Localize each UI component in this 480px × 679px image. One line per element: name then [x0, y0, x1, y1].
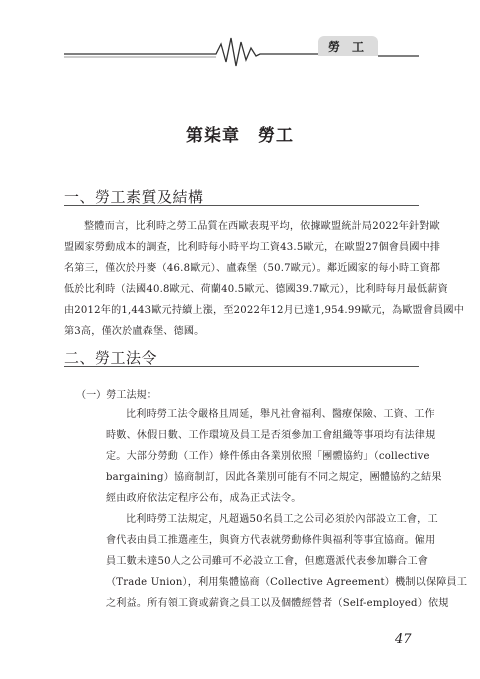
- page-header: [0, 0, 480, 70]
- text-line: 經由政府依法定程序公布，成為正式法令。: [106, 493, 302, 504]
- text-line: bargaining）協商制訂，因此各業別可能有不同之規定，團體協約之結果: [106, 472, 442, 483]
- text-line: 第3高，僅次於盧森堡、德國。: [64, 326, 205, 337]
- section-heading-2: 二、勞工法令: [64, 349, 158, 367]
- heartbeat-line-icon: [0, 0, 480, 70]
- page-number: 47: [395, 632, 412, 647]
- section-divider: [64, 205, 419, 206]
- text-line: 比利時勞工法令嚴格且周延，舉凡社會福利、醫療保險、工資、工作: [126, 409, 435, 420]
- text-line: 由2012年的1,443歐元持續上漲，至2022年12月已達1,954.99歐元，為歐盟會員國中: [64, 305, 465, 316]
- section-tab: 勞工: [318, 36, 378, 56]
- text-line: 整體而言，比利時之勞工品質在西歐表現平均，依據歐盟統計局2022年針對歐: [84, 221, 440, 232]
- section-heading-1: 一、勞工素質及結構: [64, 188, 204, 206]
- text-line: 名第三，僅次於丹麥（46.8歐元）、盧森堡（50.7歐元）。鄰近國家的每小時工資都: [64, 263, 441, 274]
- chapter-title: 第柒章 勞工: [186, 126, 294, 146]
- text-line: 盟國家勞動成本的調查，比利時每小時平均工資43.5歐元，在歐盟27個會員國中排: [64, 242, 441, 253]
- subsection-heading: （一）勞工法規：: [76, 390, 157, 401]
- paragraph: [106, 404, 442, 509]
- text-line: 時數、休假日數、工作環境及員工是否須參加工會組織等事項均有法律規: [106, 430, 436, 441]
- text-line: 會代表由員工推選產生，與資方代表就勞動條件與福利等事宜協商。僱用: [106, 535, 436, 546]
- paragraph: [106, 509, 468, 614]
- text-line: 定。大部分勞動（工作）條件係由各業別依照「團體協約」（collective: [106, 451, 430, 462]
- section-divider: [64, 366, 419, 367]
- paragraph: [64, 216, 465, 342]
- text-line: 員工數未達50人之公司雖可不必設立工會，但應選派代表參加聯合工會: [106, 556, 429, 567]
- text-line: 比利時勞工法規定，凡超過50名員工之公司必須於內部設立工會，工: [126, 514, 438, 525]
- text-line: （Trade Union），利用集體協商（Collective Agreement）機制以保障員工: [106, 577, 468, 588]
- text-line: 之利益。所有領工資或薪資之員工以及個體經營者（Self-employed）依規: [106, 598, 449, 609]
- text-line: 低於比利時（法國40.8歐元、荷蘭40.5歐元、德國39.7歐元），比利時每月最低薪資: [64, 284, 448, 295]
